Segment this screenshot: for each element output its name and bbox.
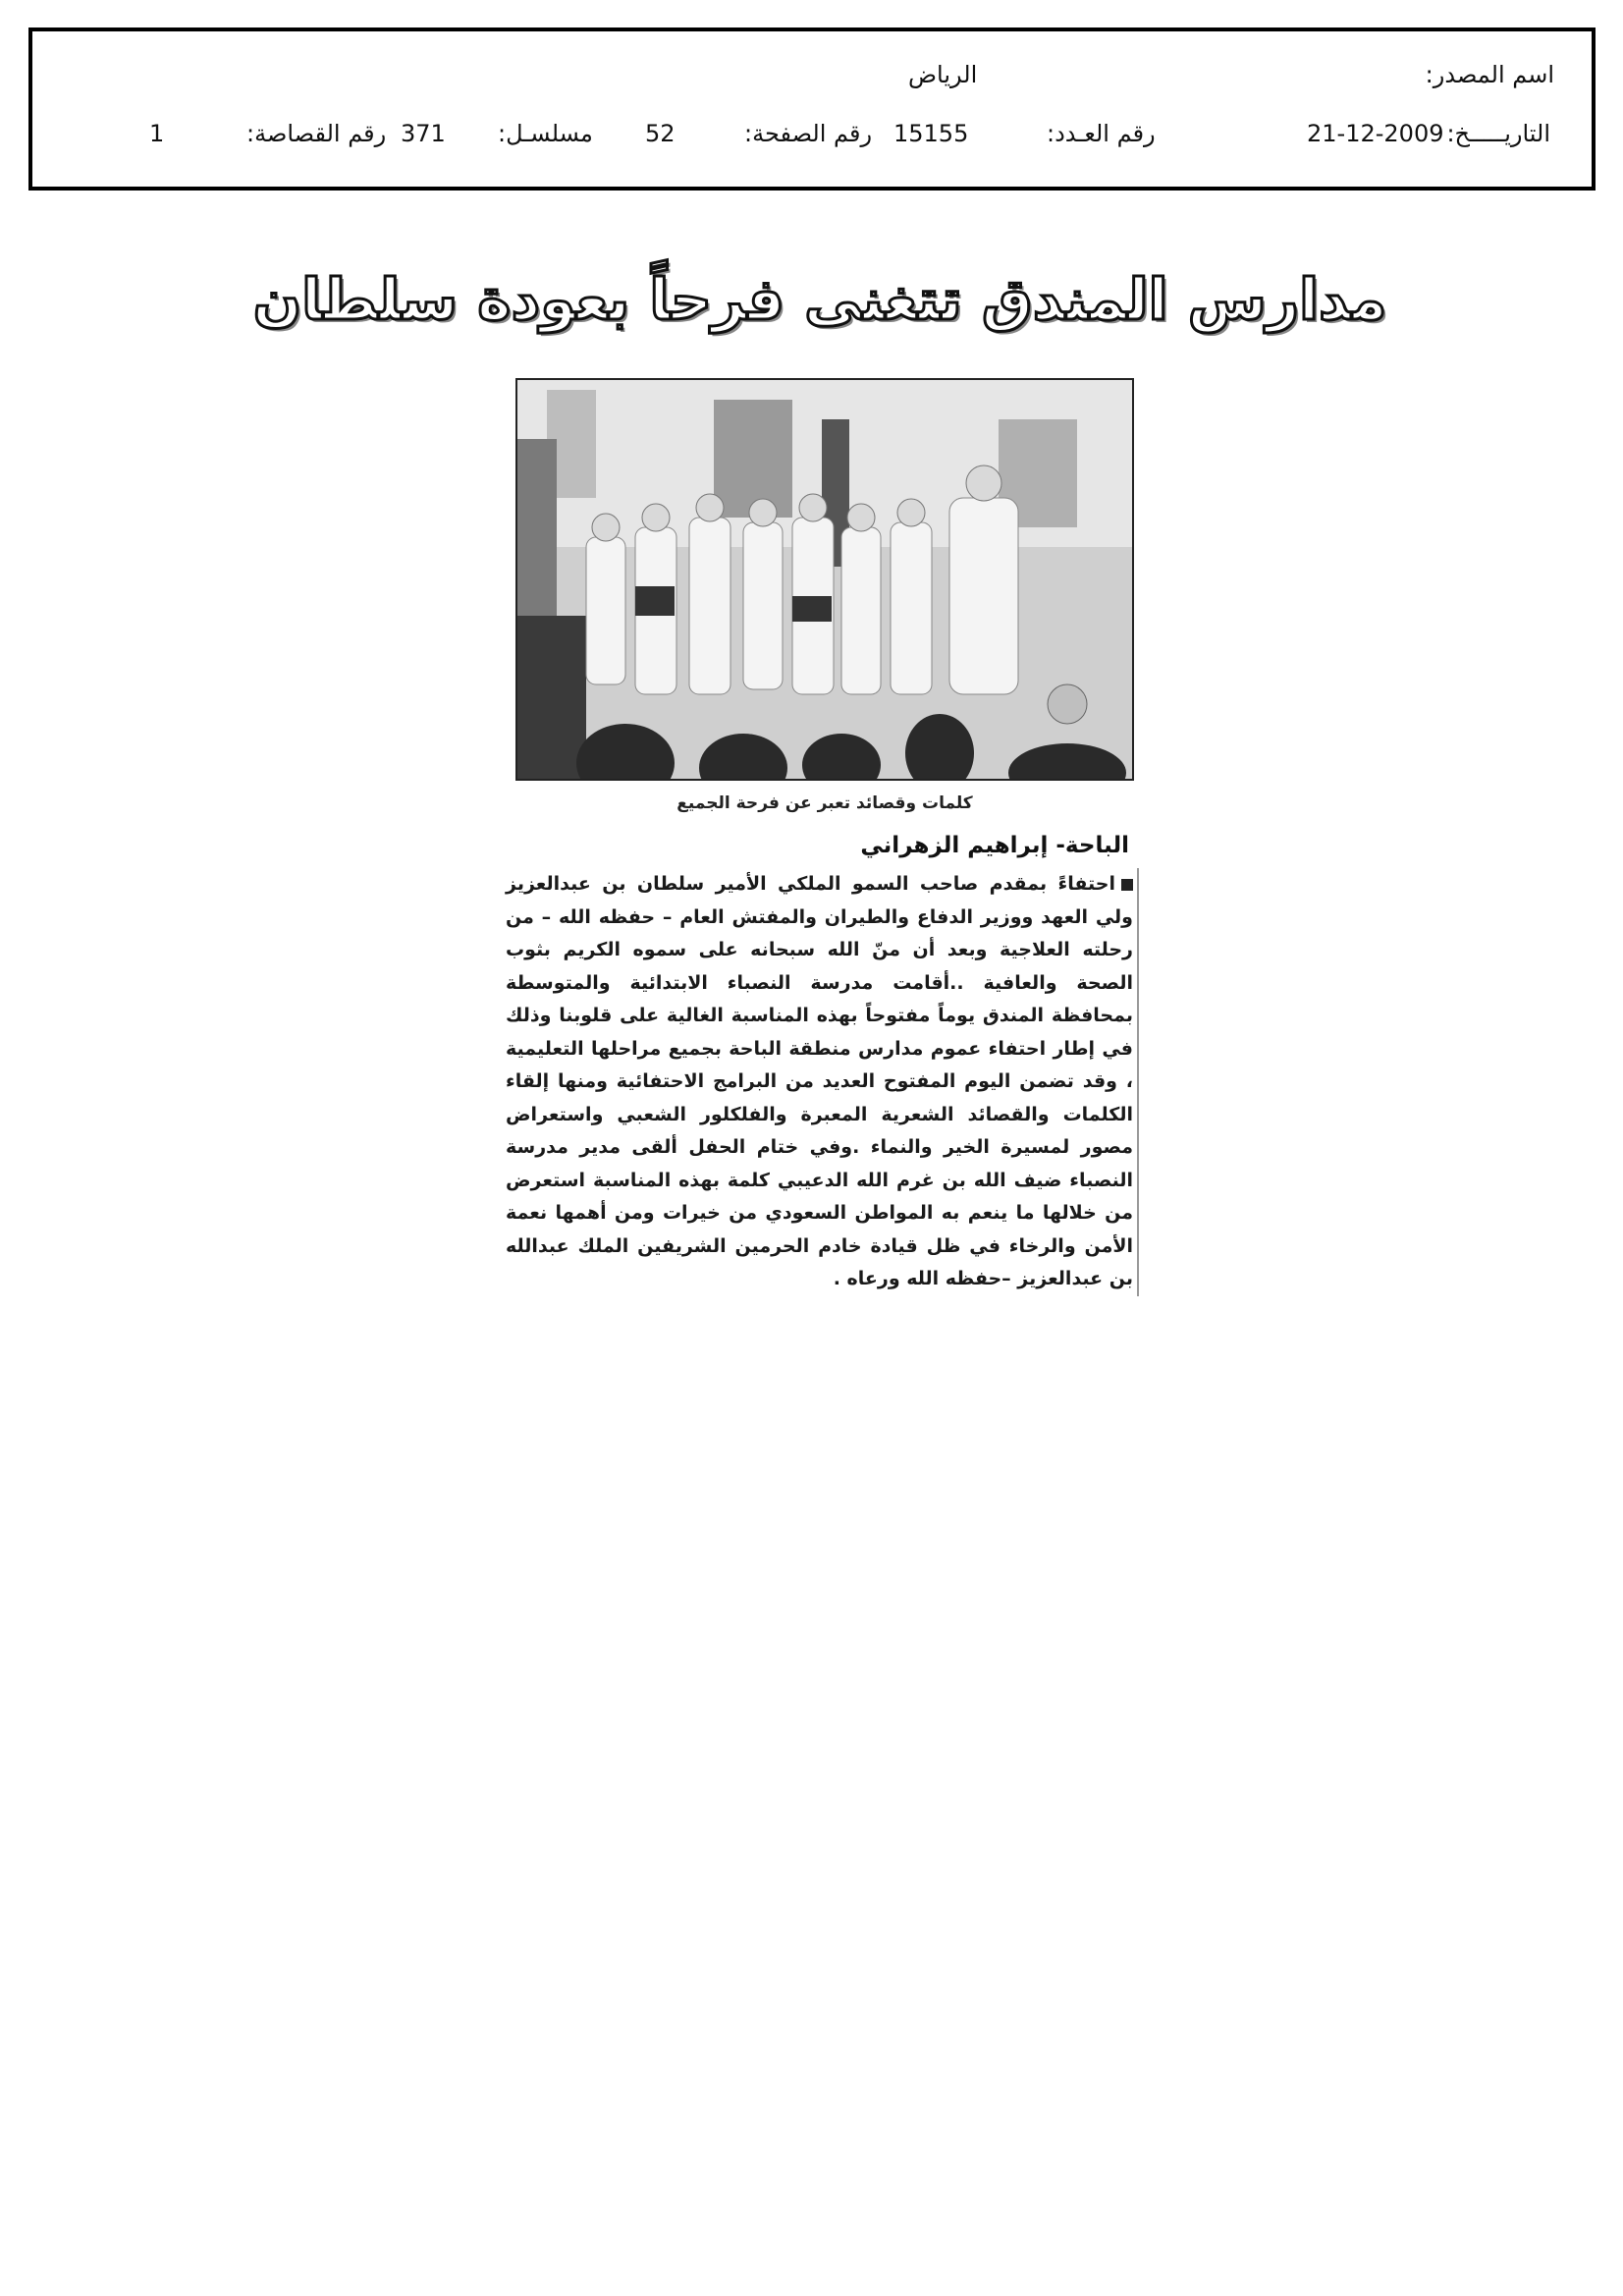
page-value: 52	[645, 120, 676, 147]
source-value: الرياض	[908, 61, 978, 88]
headline-container	[252, 246, 1387, 354]
serial-label: مسلسـل:	[498, 120, 593, 147]
date-label: التاريـــــخ:	[1446, 120, 1550, 147]
serial-value: 371	[401, 120, 446, 147]
article-body	[506, 868, 1139, 1296]
date-value: 21-12-2009	[1307, 120, 1444, 147]
ceremony-photo-illustration	[517, 380, 1132, 779]
article-headline: مدارس المندق تتغنى فرحاً بعودة سلطان	[252, 266, 1387, 333]
clip-value: 1	[149, 120, 165, 147]
article-photo	[515, 378, 1134, 781]
clipping-metadata-box	[28, 27, 1596, 191]
page-label: رقم الصفحة:	[744, 120, 873, 147]
article-body-text: احتفاءً بمقدم صاحب السمو الملكي الأمير سلطان بن عبدالعزيز ولي العهد ووزير الدفاع والطيران والمفتش العام – حفظه الله – من رحلته العلاجية وبعد أن منّ الله سبحانه على سموه الكريم بثوب الصحة والعافية ..أقامت مدرسة النصباء الابتدائية والمتوسطة بمحافظة المندق يوماً مفتوحاً بهذه المناسبة الغالية على قلوبنا وذلك في إطار احتفاء عموم مدارس منطقة الباحة بجميع مراحلها التعليمية ، وقد تضمن اليوم المفتوح العديد من البرامج الاحتفائية ومنها إلقاء الكلمات والقصائد الشعرية المعبرة والفلكلور الشعبي واستعراض مصور لمسيرة الخير والنماء .وفي ختام الحفل ألقى مدير مدرسة النصباء ضيف الله بن غرم الله الدعيبي كلمة بهذه المناسبة استعرض من خلالها ما ينعم به المواطن السعودي من خيرات ومن أهمها نعمة الأمن والرخاء في ظل قيادة خادم الحرمين الشريفين الملك عبدالله بن عبدالعزيز –حفظه الله ورعاه .	[506, 873, 1133, 1289]
issue-label: رقم العـدد:	[1047, 120, 1156, 147]
issue-value: 15155	[893, 120, 969, 147]
paragraph-bullet-icon	[1121, 879, 1133, 891]
clip-label: رقم القصاصة:	[246, 120, 387, 147]
photo-caption: كلمات وقصائد تعبر عن فرحة الجميع	[676, 793, 973, 813]
article-byline: الباحة- إبراهيم الزهراني	[860, 833, 1129, 858]
source-label: اسم المصدر:	[1425, 61, 1554, 88]
